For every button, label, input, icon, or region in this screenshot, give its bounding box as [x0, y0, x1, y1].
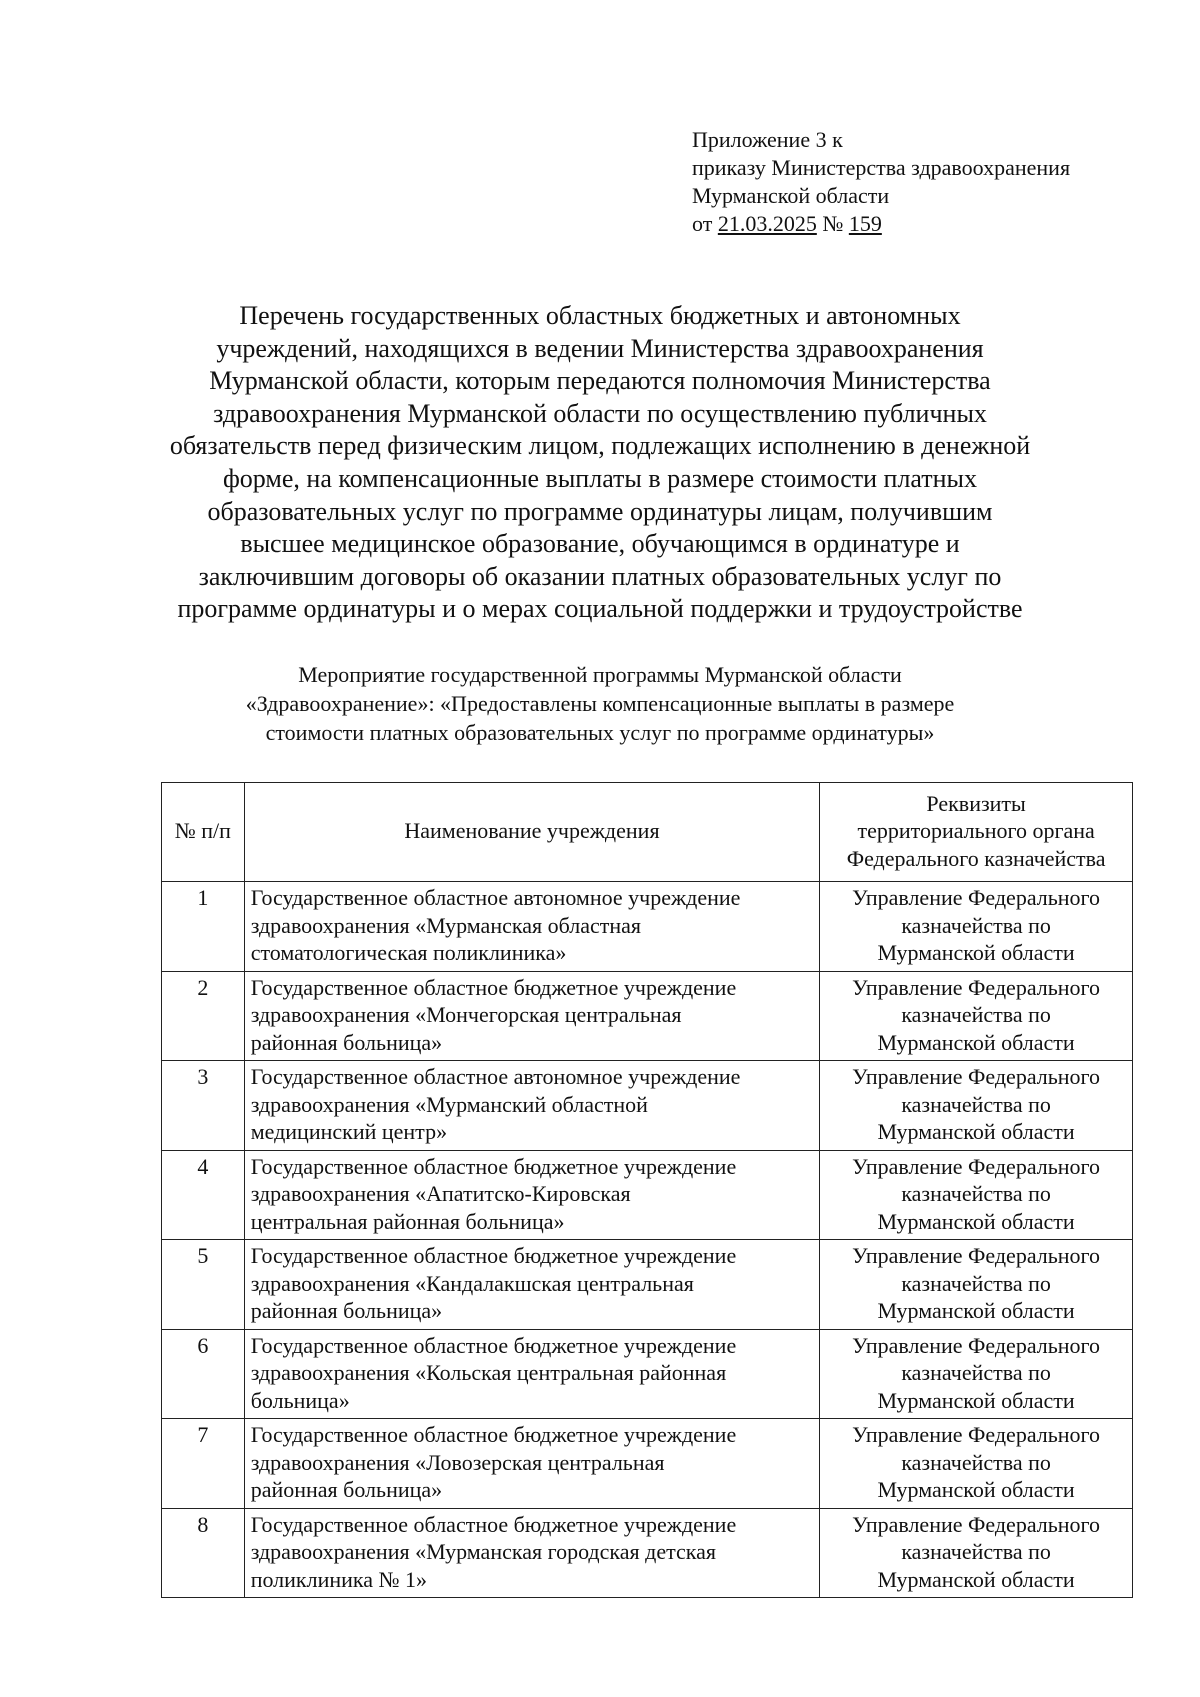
row-number: 3 — [162, 1061, 245, 1151]
name-line: поликлиника № 1» — [250, 1566, 428, 1592]
institution-name — [244, 1061, 820, 1151]
table-row — [162, 1329, 1133, 1419]
header-requisites-line: территориального органа — [857, 818, 1095, 844]
appendix-line-1: Приложение 3 к — [692, 127, 843, 152]
req-line: Управление Федерального — [852, 1511, 1101, 1537]
name-line: здравоохранения «Мурманский областной — [250, 1091, 648, 1117]
header-requisites — [820, 783, 1133, 882]
treasury-requisites — [820, 1419, 1133, 1509]
date-prefix: от — [692, 211, 713, 236]
name-line: стоматологическая поликлиника» — [250, 940, 567, 965]
req-line: Управление Федерального — [852, 1243, 1101, 1268]
req-line: казначейства по — [901, 1539, 1051, 1564]
appendix-line-3: Мурманской области — [692, 183, 890, 208]
req-line: казначейства по — [901, 1002, 1051, 1027]
name-line: районная больница» — [250, 1477, 443, 1502]
req-line: казначейства по — [901, 1091, 1051, 1117]
treasury-requisites — [820, 1150, 1133, 1240]
table-row — [162, 1419, 1133, 1509]
institution-name — [244, 971, 820, 1061]
appendix-date-line — [692, 210, 1070, 238]
treasury-requisites — [820, 1061, 1133, 1151]
name-line: здравоохранения «Мончегорская центральная — [250, 1002, 682, 1027]
row-number: 2 — [162, 971, 245, 1061]
req-line: Управление Федерального — [852, 974, 1101, 1000]
req-line: казначейства по — [901, 912, 1051, 938]
table-row — [162, 1240, 1133, 1330]
req-line: Управление Федерального — [852, 1332, 1101, 1358]
name-line: Государственное областное бюджетное учреждение — [250, 1243, 737, 1268]
name-line: здравоохранения «Ловозерская центральная — [250, 1449, 665, 1475]
treasury-requisites — [820, 1240, 1133, 1330]
req-line: Управление Федерального — [852, 1064, 1101, 1089]
subtitle-line: «Здравоохранение»: «Предоставлены компенсационные выплаты в размере — [245, 691, 955, 716]
req-line: Мурманской области — [877, 1119, 1075, 1144]
name-line: Государственное областное автономное учреждение — [250, 885, 741, 910]
name-line: здравоохранения «Мурманская областная — [250, 912, 642, 938]
name-line: Государственное областное бюджетное учреждение — [250, 1153, 737, 1179]
row-number: 6 — [162, 1329, 245, 1419]
title-line: учреждений, находящихся в ведении Министерства здравоохранения — [216, 333, 984, 363]
order-number: 159 — [848, 211, 882, 236]
req-line: Управление Федерального — [852, 885, 1101, 910]
row-number: 5 — [162, 1240, 245, 1330]
title-line: здравоохранения Мурманской области по осуществлению публичных — [213, 398, 987, 428]
req-line: Управление Федерального — [852, 1422, 1101, 1447]
title-line: образовательных услуг по программе ординатуры лицам, получившим — [207, 496, 993, 526]
name-line: Государственное областное автономное учреждение — [250, 1064, 741, 1089]
institution-name — [244, 1150, 820, 1240]
table-row — [162, 882, 1133, 972]
req-line: казначейства по — [901, 1270, 1051, 1296]
title-line: Мурманской области, которым передаются полномочия Министерства — [209, 366, 991, 396]
treasury-requisites — [820, 882, 1133, 972]
subtitle-line: стоимости платных образовательных услуг по программе ординатуры» — [265, 720, 935, 745]
req-line: казначейства по — [901, 1449, 1051, 1475]
header-requisites-line: Федерального казначейства — [846, 845, 1106, 871]
table-row — [162, 1150, 1133, 1240]
name-line: районная больница» — [250, 1029, 443, 1055]
name-line: здравоохранения «Апатитско-Кировская — [250, 1181, 631, 1206]
name-line: здравоохранения «Мурманская городская детская — [250, 1539, 716, 1564]
treasury-requisites — [820, 1329, 1133, 1419]
title-line: обязательств перед физическим лицом, подлежащих исполнению в денежной — [169, 431, 1031, 461]
document-title — [150, 300, 1050, 626]
header-name: Наименование учреждения — [244, 783, 820, 882]
title-line: высшее медицинское образование, обучающимся в ординатуре и — [240, 529, 960, 559]
title-line: Перечень государственных областных бюджетных и автономных — [239, 301, 961, 330]
treasury-requisites — [820, 971, 1133, 1061]
header-requisites-line: Реквизиты — [926, 790, 1026, 816]
treasury-requisites — [820, 1508, 1133, 1598]
title-line: заключившим договоры об оказании платных образовательных услуг по — [198, 561, 1002, 591]
req-line: Мурманской области — [877, 1387, 1075, 1413]
title-line: программе ординатуры и о мерах социальной поддержки и трудоустройстве — [177, 594, 1023, 624]
institution-name — [244, 1419, 820, 1509]
req-line: Мурманской области — [877, 940, 1075, 965]
name-line: Государственное областное бюджетное учреждение — [250, 1511, 737, 1537]
req-line: казначейства по — [901, 1360, 1051, 1385]
name-line: здравоохранения «Кольская центральная районная — [250, 1360, 727, 1385]
table-row — [162, 971, 1133, 1061]
number-prefix: № — [822, 211, 844, 236]
name-line: Государственное областное бюджетное учреждение — [250, 974, 737, 1000]
institutions-table — [161, 782, 1133, 1598]
row-number: 8 — [162, 1508, 245, 1598]
req-line: Мурманской области — [877, 1566, 1075, 1592]
table-row — [162, 1061, 1133, 1151]
name-line: центральная районная больница» — [250, 1208, 565, 1234]
order-date: 21.03.2025 — [717, 211, 817, 236]
header-number: № п/п — [162, 783, 245, 882]
institution-name — [244, 1508, 820, 1598]
institution-name — [244, 882, 820, 972]
name-line: районная больница» — [250, 1298, 443, 1323]
name-line: Государственное областное бюджетное учреждение — [250, 1332, 737, 1358]
name-line: Государственное областное бюджетное учреждение — [250, 1422, 737, 1447]
name-line: больница» — [250, 1387, 350, 1413]
program-subtitle — [150, 660, 1050, 747]
row-number: 4 — [162, 1150, 245, 1240]
req-line: Мурманской области — [877, 1029, 1075, 1055]
subtitle-line: Мероприятие государственной программы Мурманской области — [298, 662, 902, 687]
req-line: Мурманской области — [877, 1477, 1075, 1502]
req-line: казначейства по — [901, 1181, 1051, 1206]
institution-name — [244, 1329, 820, 1419]
name-line: медицинский центр» — [250, 1119, 448, 1144]
appendix-line-2: приказу Министерства здравоохранения — [692, 155, 1071, 180]
table-header-row — [162, 783, 1133, 882]
row-number: 7 — [162, 1419, 245, 1509]
institution-name — [244, 1240, 820, 1330]
req-line: Управление Федерального — [852, 1153, 1101, 1179]
appendix-header — [692, 126, 1070, 238]
name-line: здравоохранения «Кандалакшская центральная — [250, 1270, 694, 1296]
req-line: Мурманской области — [877, 1298, 1075, 1323]
table-row — [162, 1508, 1133, 1598]
title-line: форме, на компенсационные выплаты в размере стоимости платных — [222, 463, 978, 493]
row-number: 1 — [162, 882, 245, 972]
req-line: Мурманской области — [877, 1208, 1075, 1234]
